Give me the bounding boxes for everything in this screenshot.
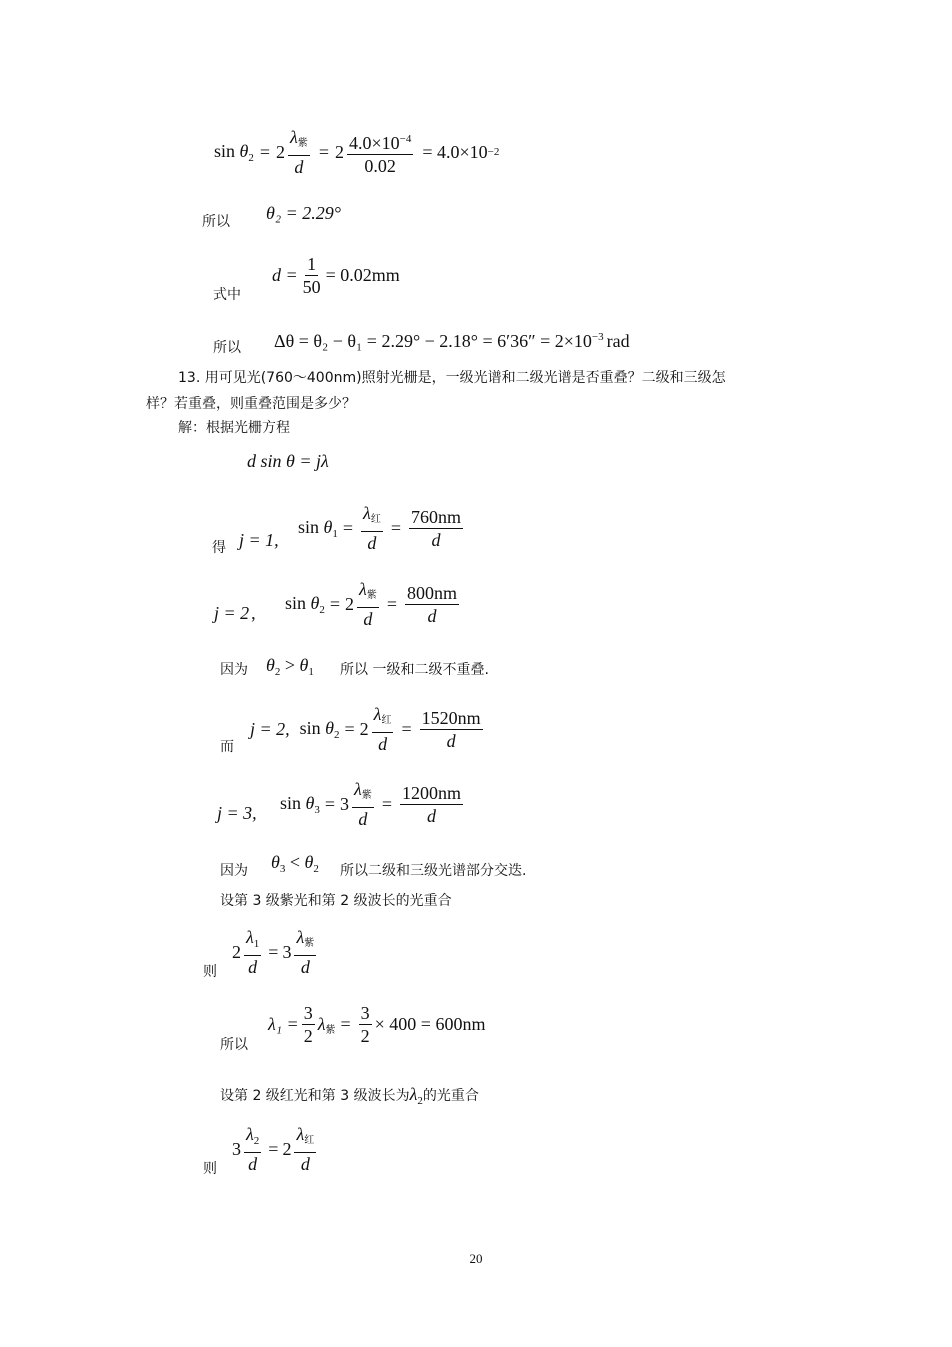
fraction: $\frac{3}{2}$ [360,1003,370,1046]
conclusion-partial-overlap: 所以二级和三级光谱部分交迭. [340,863,527,879]
eq-lambda1-result: λ₁ = $\frac{3}{2}$ λ紫 = $\frac{3}{2}$ × 400 = 600nm [268,1003,486,1046]
fraction: $\frac{\text{λ紫}}{d}$ [359,579,377,629]
eq-sin-theta3: $\sin \theta_3$ = 3 $\frac{\text{λ紫}}{d}$ = $\frac{1200nm}{d}$ [280,779,461,829]
label-shizhong: 式中 [213,287,241,303]
fraction: $\frac{3}{2}$ [303,1003,313,1046]
label-ze: 则 [203,1161,217,1177]
setup-text-1: 设第 3 级紫光和第 2 级波长的光重合 [220,893,452,909]
fraction: $\frac{\text{λ红}}{d}$ [296,1124,315,1174]
label-yinwei: 因为 [220,662,248,678]
fraction: $\frac{\text{λ紫}}{d}$ [290,127,308,177]
fraction: $\frac{800nm}{d}$ [406,582,457,626]
fraction: $\frac{\text{λ紫}}{d}$ [354,779,372,829]
eq-theta-lt: $\theta_3 < \theta_2$ [271,852,319,875]
problem-text-line2: 样？若重叠，则重叠范围是多少？ [146,396,356,412]
eq-overlap-2: 3 $\frac{\lambda_2}{d}$ = 2 $\frac{\text{λ红}}{d}$ [232,1124,315,1174]
fraction: $\frac{1200nm}{d}$ [401,782,461,826]
label-er: 而 [220,739,234,755]
setup-text-2: 设第 2 级红光和第 3 级波长为$\lambda_2$的光重合 [220,1084,479,1107]
label-suoyi: 所以 [220,1037,248,1053]
conclusion-no-overlap: 所以 一级和二级不重叠. [340,662,489,678]
label-ze: 则 [203,964,217,980]
fraction: $\frac{\text{λ红}}{d}$ [363,503,381,553]
eq-j3: j = 3, [217,803,257,823]
label-suoyi: 所以 [213,340,241,356]
label-de: 得 [212,540,226,556]
eq-sin-theta2: $\sin \theta_2$ = 2 $\frac{\text{λ紫}}{d}$ = 2 $\frac{4.0\times 10^{-4}}{0.02}$ = 4.0×10 −2 [214,127,500,177]
eq-delta-theta: $\Delta\theta = \theta_2 - \theta_1 = 2.29^\circ - 2.18^\circ = 6'36'' = 2\times 10^{-3}$ rad [274,331,630,351]
eq-d-definition: d = $\frac{1}{50}$ = 0.02mm [272,254,400,297]
fraction: $\frac{4.0\times 10^{-4}}{0.02}$ [347,128,413,177]
fraction: $\frac{\text{λ红}}{d}$ [373,704,392,754]
eq-sin-theta2-c: j = 2, $\sin \theta_2$ = 2 $\frac{\text{λ红}}{d}$ = $\frac{1520nm}{d}$ [250,704,481,754]
eq-theta2-value: θ₂ = 2.29° [266,203,341,223]
eq-overlap-1: 2 $\frac{\lambda_1}{d}$ = 3 $\frac{\text{λ紫}}{d}$ [232,927,315,977]
eq-sin-theta2-b: $\sin \theta_2$ = 2 $\frac{\text{λ紫}}{d}$ = $\frac{800nm}{d}$ [285,579,457,629]
eq-j1: j = 1, [239,530,279,550]
eq-j2: j = 2 , [214,603,256,623]
eq-term: $\sin \theta_2$ [214,140,254,164]
label-suoyi: 所以 [202,214,230,230]
eq-grating: d sin θ = jλ [247,451,329,471]
fraction: $\frac{1}{50}$ [302,254,321,297]
eq-theta-gt: $\theta_2 > \theta_1$ [266,655,314,678]
page-number: 20 [469,1251,483,1266]
solution-intro: 解：根据光栅方程 [178,420,290,436]
fraction: $\frac{\lambda_1}{d}$ [246,927,260,977]
eq-sin-theta1: $\sin \theta_1$ = $\frac{\text{λ红}}{d}$ = $\frac{760nm}{d}$ [298,503,461,553]
fraction: $\frac{\lambda_2}{d}$ [246,1124,260,1174]
fraction: $\frac{1520nm}{d}$ [421,707,481,751]
fraction: $\frac{760nm}{d}$ [410,506,461,550]
fraction: $\frac{\text{λ紫}}{d}$ [296,927,315,977]
label-yinwei: 因为 [220,863,248,879]
problem-text-line1: 13. 用可见光(760～400nm)照射光栅是，一级光谱和二级光谱是否重叠？二级和三级怎 [178,370,726,386]
